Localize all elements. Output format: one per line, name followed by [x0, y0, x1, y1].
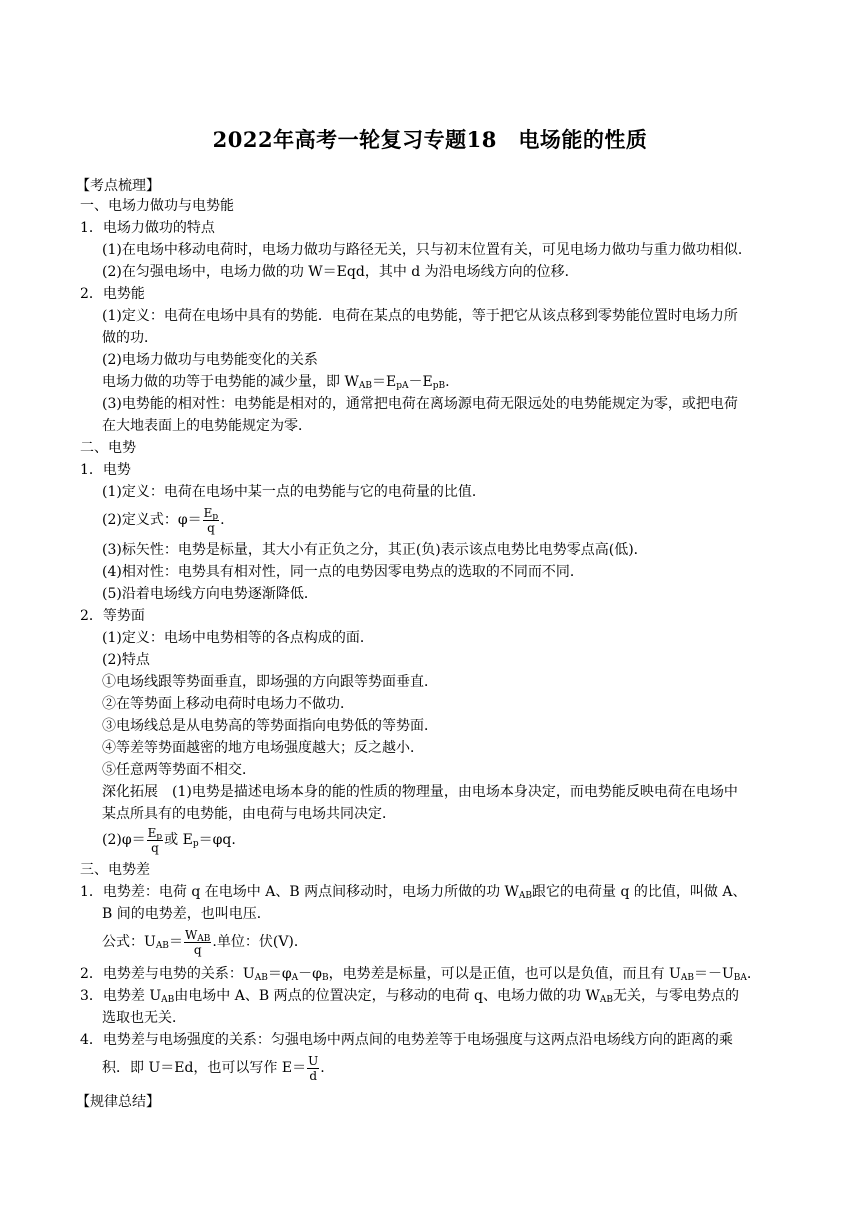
- part1-item2-4a: (3)电势能的相对性：电势能是相对的，通常把电荷在离场源电荷无限远处的电势能规定为零，或把电荷: [102, 396, 738, 412]
- part2-feature-2: ②在等势面上移动电荷时电场力不做功．: [102, 696, 354, 712]
- phi-fraction: $\frac{E_p}{q}$: [203, 505, 219, 535]
- part2-item1-4: (4)相对性：电势具有相对性，同一点的电势因零电势点的选取的不同而不同．: [102, 564, 584, 580]
- part3-item2: 2．电势差与电势的关系：$U_{AB}=\varphi_A-\varphi_B$，电势差是标量，可以是正值，也可以是负值，而且有 $U_{AB}=-U_{BA}$.: [80, 966, 752, 983]
- part2-item1-2: (2)定义式：φ＝ $\frac{E_p}{q}$ .: [102, 505, 225, 535]
- part2-feature-4: ④等差等势面越密的地方电场强度越大；反之越小．: [102, 740, 424, 756]
- part1-item2-3: 电场力做的功等于电势能的减少量，即 $W_{AB}=E_{pA}-E_{pB}$.: [102, 374, 450, 391]
- part3-item4a: 4．电势差与电场强度的关系：匀强电场中两点间的电势差等于电场强度与这两点沿电场线方向的距离的乘: [80, 1032, 733, 1048]
- section-label-kaodian: 【考点梳理】: [76, 178, 160, 194]
- part1-item2-4b: 在大地表面上的电势能规定为零．: [102, 418, 312, 434]
- document-title: 2022年高考一轮复习专题18 电场能的性质: [212, 127, 648, 152]
- part3-formula: 公式：$U_{AB}=$ $\frac{W_{AB}}{q}$ .单位：伏(V)．: [102, 927, 308, 957]
- part1-item1: 1．电场力做功的特点: [80, 220, 215, 236]
- part1-item1-2: (2)在匀强电场中，电场力做的功 W＝Eqd，其中 d 为沿电场线方向的位移．: [102, 264, 579, 280]
- part2-item2-1: (1)定义：电场中电势相等的各点构成的面．: [102, 630, 374, 646]
- part1-heading: 一、电场力做功与电势能: [80, 198, 234, 214]
- part2-item1-3: (3)标矢性：电势是标量，其大小有正负之分，其正(负)表示该点电势比电势零点高(低)．: [102, 542, 648, 558]
- part3-heading: 三、电势差: [80, 862, 150, 878]
- e-fraction: $\frac{U}{d}$: [308, 1053, 319, 1083]
- part2-item1-5: (5)沿着电场线方向电势逐渐降低．: [102, 586, 318, 602]
- part1-item2-2: (2)电场力做功与电势能变化的关系: [102, 352, 318, 368]
- part2-extension-a: 深化拓展 (1)电势是描述电场本身的能的性质的物理量，由电场本身决定，而电势能反映电荷在电场中: [102, 784, 738, 800]
- phi-fraction-2: $\frac{E_p}{q}$: [147, 825, 163, 855]
- part2-feature-3: ③电场线总是从电势高的等势面指向电势低的等势面．: [102, 718, 438, 734]
- part2-item2: 2．等势面: [80, 608, 145, 624]
- part2-extension-b: 某点所具有的电势能，由电荷与电场共同决定．: [102, 806, 396, 822]
- part3-item3b: 选取也无关．: [102, 1010, 186, 1026]
- section-label-guilv: 【规律总结】: [76, 1094, 160, 1110]
- part1-item2: 2．电势能: [80, 286, 145, 302]
- part3-item1a: 1．电势差：电荷 q 在电场中 A、B 两点间移动时，电场力所做的功 $W_{AB}$跟它的电荷量 q 的比值，叫做 A、: [80, 884, 747, 901]
- part3-item4b: 积．即 U＝Ed，也可以写作 E＝ $\frac{U}{d}$ .: [102, 1053, 325, 1083]
- part2-item1-1: (1)定义：电荷在电场中某一点的电势能与它的电荷量的比值．: [102, 484, 486, 500]
- part2-item2-2: (2)特点: [102, 652, 150, 668]
- part2-heading: 二、电势: [80, 440, 136, 456]
- part1-item1-1: (1)在电场中移动电荷时，电场力做功与路径无关，只与初末位置有关，可见电场力做功与重力做功相似．: [102, 242, 752, 258]
- part2-extension-2: (2)φ＝ $\frac{E_p}{q}$ 或 $E_p=\varphi q$.: [102, 825, 236, 855]
- part1-item2-1b: 做的功．: [102, 330, 158, 346]
- part2-feature-5: ⑤任意两等势面不相交．: [102, 762, 256, 778]
- part1-item2-1a: (1)定义：电荷在电场中具有的势能．电荷在某点的电势能，等于把它从该点移到零势能位置时电场力所: [102, 308, 738, 324]
- part3-item1b: B 间的电势差，也叫电压．: [102, 906, 271, 922]
- part2-feature-1: ①电场线跟等势面垂直，即场强的方向跟等势面垂直．: [102, 674, 438, 690]
- part2-item1: 1．电势: [80, 462, 131, 478]
- uab-fraction: $\frac{W_{AB}}{q}$: [184, 927, 211, 957]
- part3-item3a: 3．电势差 $U_{AB}$由电场中 A、B 两点的位置决定，与移动的电荷 q、电场力做的功 $W_{AB}$无关，与零电势点的: [80, 988, 739, 1005]
